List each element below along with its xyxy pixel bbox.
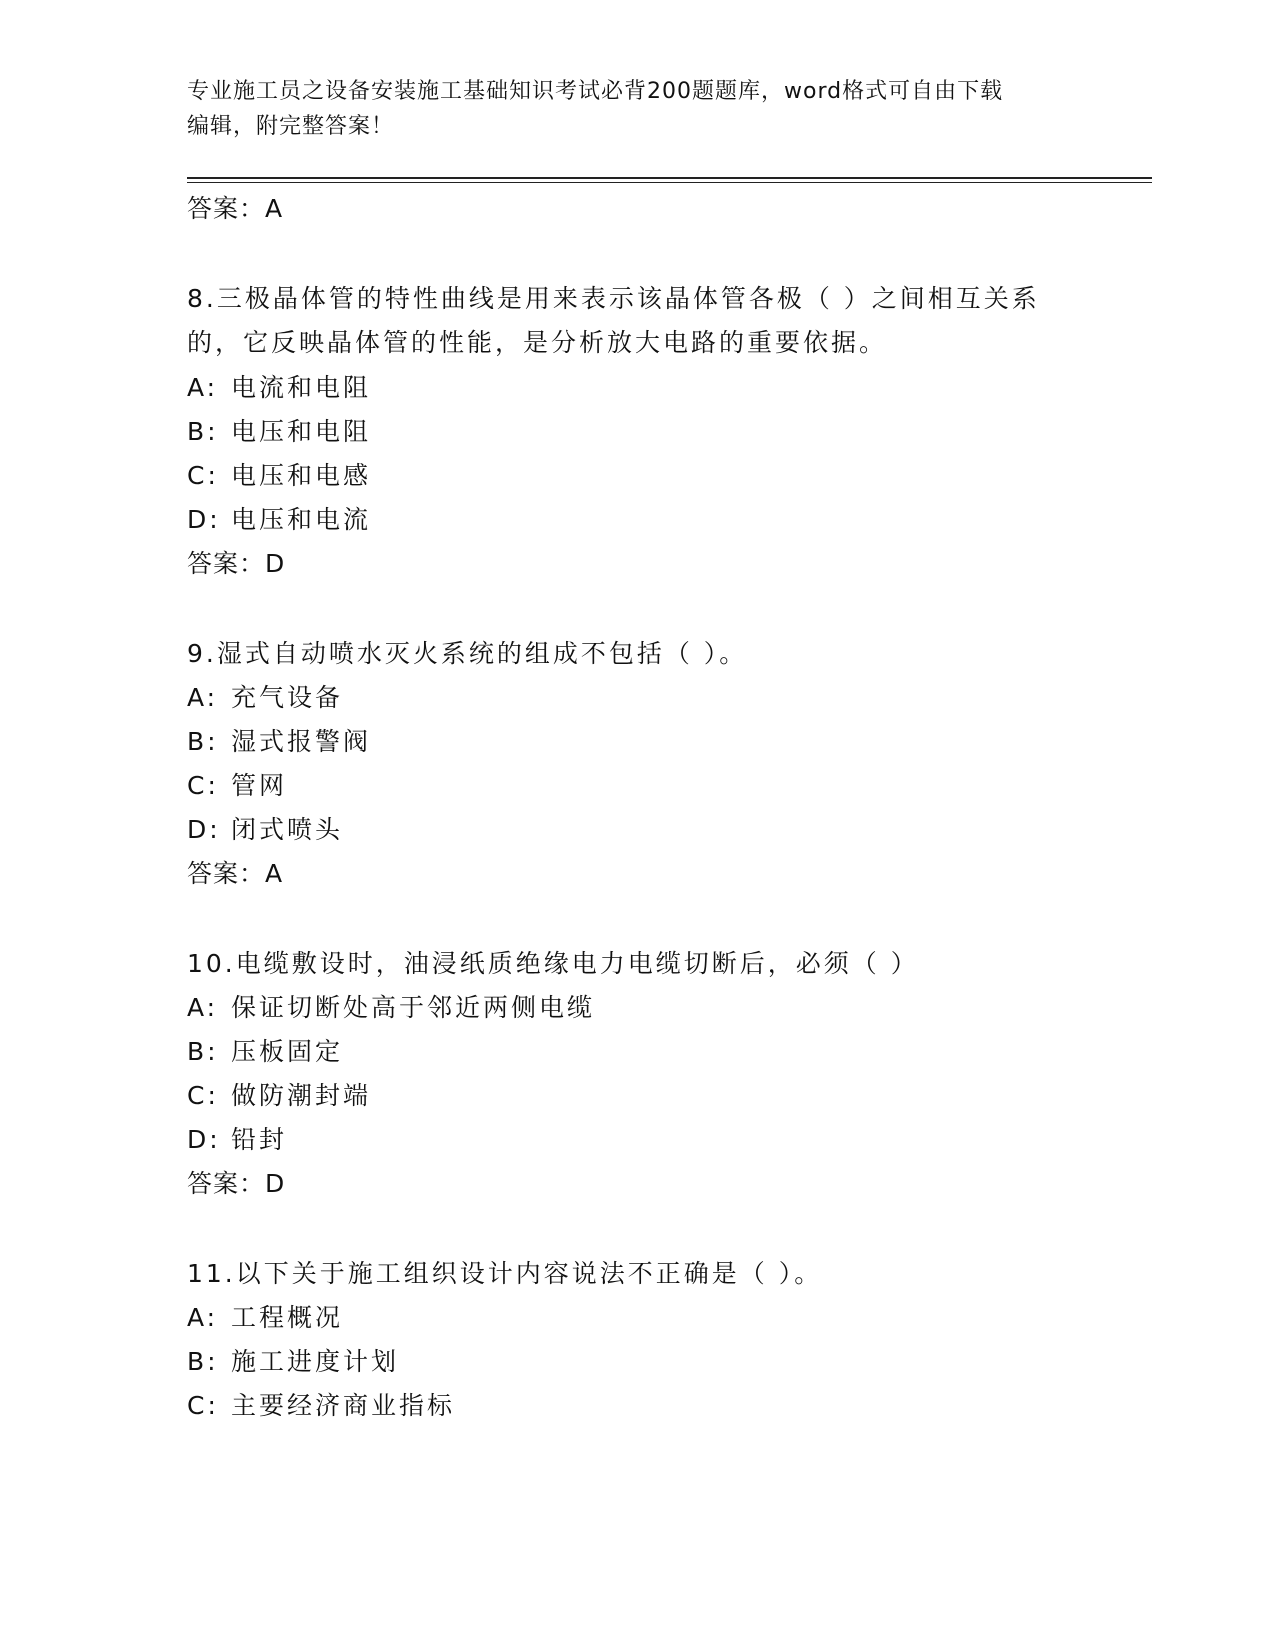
question-9-option-a [187, 681, 343, 715]
question-11-option-c [187, 1389, 455, 1423]
question-10-option-c [187, 1079, 371, 1113]
option-letter: C: [187, 1391, 219, 1420]
question-9-option-c [187, 769, 287, 803]
option-text: 湿式报警阀 [231, 727, 372, 756]
header-line-2: 编辑，附完整答案！ [187, 114, 395, 139]
option-letter: C: [187, 771, 219, 800]
option-text: 施工进度计划 [231, 1347, 400, 1376]
option-text: 管网 [231, 771, 288, 800]
question-10-option-b [187, 1035, 343, 1069]
header-divider [187, 177, 1152, 183]
option-letter: D: [187, 815, 221, 844]
question-8-text-line-2: 的，它反映晶体管的性能，是分析放大电路的重要依据。 [187, 328, 888, 357]
question-9-answer: 答案：A [187, 859, 284, 888]
question-9-option-d [187, 813, 343, 847]
option-text: 压板固定 [231, 1037, 344, 1066]
question-10-option-d [187, 1123, 287, 1157]
answer-line: 答案：A [187, 194, 284, 223]
option-text: 做防潮封端 [231, 1081, 372, 1110]
question-8-option-d [187, 503, 371, 537]
option-letter: A: [187, 993, 219, 1022]
option-letter: A: [187, 1303, 219, 1332]
option-text: 主要经济商业指标 [231, 1391, 456, 1420]
option-letter: C: [187, 461, 219, 490]
question-9-option-b [187, 725, 371, 759]
option-text: 工程概况 [231, 1303, 344, 1332]
option-letter: B: [187, 1347, 219, 1376]
question-8-option-a [187, 371, 371, 405]
option-text: 电压和电流 [231, 505, 372, 534]
option-text: 电压和电感 [231, 461, 372, 490]
question-11-option-b [187, 1345, 399, 1379]
document-header [187, 74, 1087, 144]
option-text: 闭式喷头 [231, 815, 344, 844]
option-text: 充气设备 [231, 683, 344, 712]
option-letter: B: [187, 1037, 219, 1066]
question-8-option-b [187, 415, 371, 449]
option-text: 电压和电阻 [231, 417, 372, 446]
question-8-text-line-1: 8.三极晶体管的特性曲线是用来表示该晶体管各极（ ）之间相互关系 [187, 284, 1040, 313]
option-letter: D: [187, 1125, 221, 1154]
question-8-option-c [187, 459, 371, 493]
option-letter: C: [187, 1081, 219, 1110]
option-text: 保证切断处高于邻近两侧电缆 [231, 993, 596, 1022]
question-9-text: 9.湿式自动喷水灭火系统的组成不包括（ ）。 [187, 639, 748, 668]
question-10-text: 10.电缆敷设时，油浸纸质绝缘电力电缆切断后，必须（ ） [187, 949, 919, 978]
option-letter: A: [187, 373, 219, 402]
option-text: 铅封 [231, 1125, 288, 1154]
option-letter: A: [187, 683, 219, 712]
question-10-answer: 答案：D [187, 1169, 286, 1198]
question-10-option-a [187, 991, 595, 1025]
option-letter: B: [187, 727, 219, 756]
question-11-option-a [187, 1301, 343, 1335]
option-letter: B: [187, 417, 219, 446]
option-letter: D: [187, 505, 221, 534]
header-line-1: 专业施工员之设备安装施工基础知识考试必背200题题库，word格式可自由下载 [187, 79, 1004, 104]
question-8-answer: 答案：D [187, 549, 286, 578]
option-text: 电流和电阻 [231, 373, 372, 402]
question-11-text: 11.以下关于施工组织设计内容说法不正确是（ ）。 [187, 1259, 823, 1288]
